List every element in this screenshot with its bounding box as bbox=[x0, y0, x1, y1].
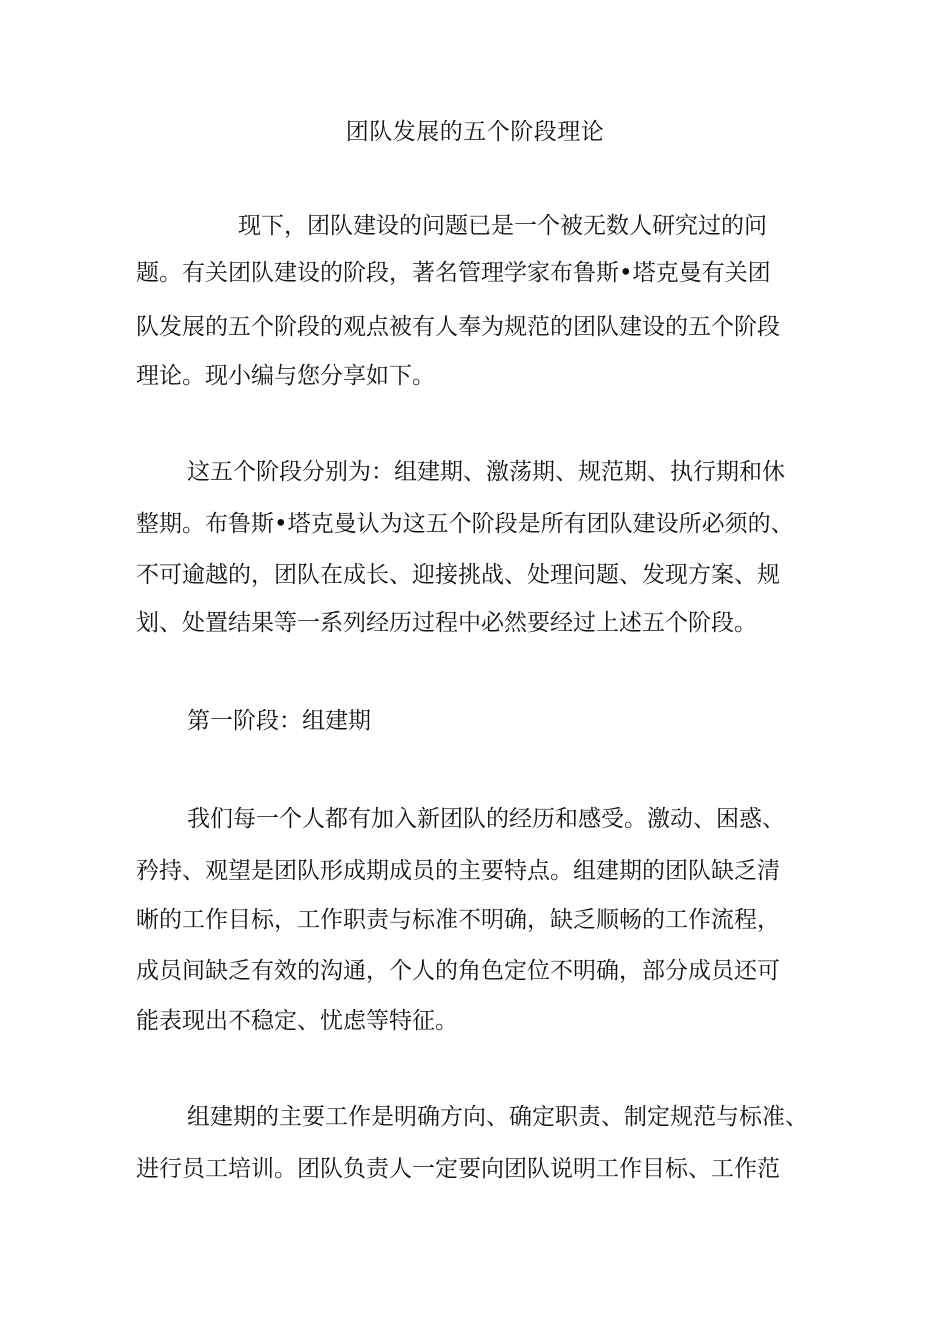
paragraph-3-line-2: 矜持、观望是团队形成期成员的主要特点。组建期的团队缺乏清 bbox=[136, 858, 780, 884]
paragraph-3-line-3: 晰的工作目标，工作职责与标准不明确，缺乏顺畅的工作流程， bbox=[136, 907, 780, 933]
paragraph-1-line-1: 现下，团队建设的问题已是一个被无数人研究过的问 bbox=[238, 213, 767, 239]
section-heading-stage-1: 第一阶段：组建期 bbox=[187, 708, 371, 734]
paragraph-2-line-1: 这五个阶段分别为：组建期、激荡期、规范期、执行期和休 bbox=[187, 459, 785, 485]
paragraph-2-line-2: 整期。布鲁斯•塔克曼认为这五个阶段是所有团队建设所必须的、 bbox=[136, 511, 794, 537]
paragraph-1-line-3: 队发展的五个阶段的观点被有人奉为规范的团队建设的五个阶段 bbox=[136, 314, 780, 340]
paragraph-3-line-4: 成员间缺乏有效的沟通，个人的角色定位不明确，部分成员还可 bbox=[136, 958, 780, 984]
document-title: 团队发展的五个阶段理论 bbox=[345, 119, 605, 145]
paragraph-1-line-2: 题。有关团队建设的阶段，著名管理学家布鲁斯•塔克曼有关团 bbox=[136, 260, 771, 286]
paragraph-1-line-4: 理论。现小编与您分享如下。 bbox=[136, 363, 435, 389]
paragraph-3-line-5: 能表现出不稳定、忧虑等特征。 bbox=[136, 1008, 458, 1034]
paragraph-4-line-1: 组建期的主要工作是明确方向、确定职责、制定规范与标准、 bbox=[187, 1104, 808, 1130]
paragraph-3-line-1: 我们每一个人都有加入新团队的经历和感受。激动、困惑、 bbox=[187, 806, 785, 832]
paragraph-4-line-2: 进行员工培训。团队负责人一定要向团队说明工作目标、工作范 bbox=[136, 1156, 780, 1182]
paragraph-2-line-4: 划、处置结果等一系列经历过程中必然要经过上述五个阶段。 bbox=[136, 610, 757, 636]
paragraph-2-line-3: 不可逾越的，团队在成长、迎接挑战、处理问题、发现方案、规 bbox=[136, 562, 780, 588]
